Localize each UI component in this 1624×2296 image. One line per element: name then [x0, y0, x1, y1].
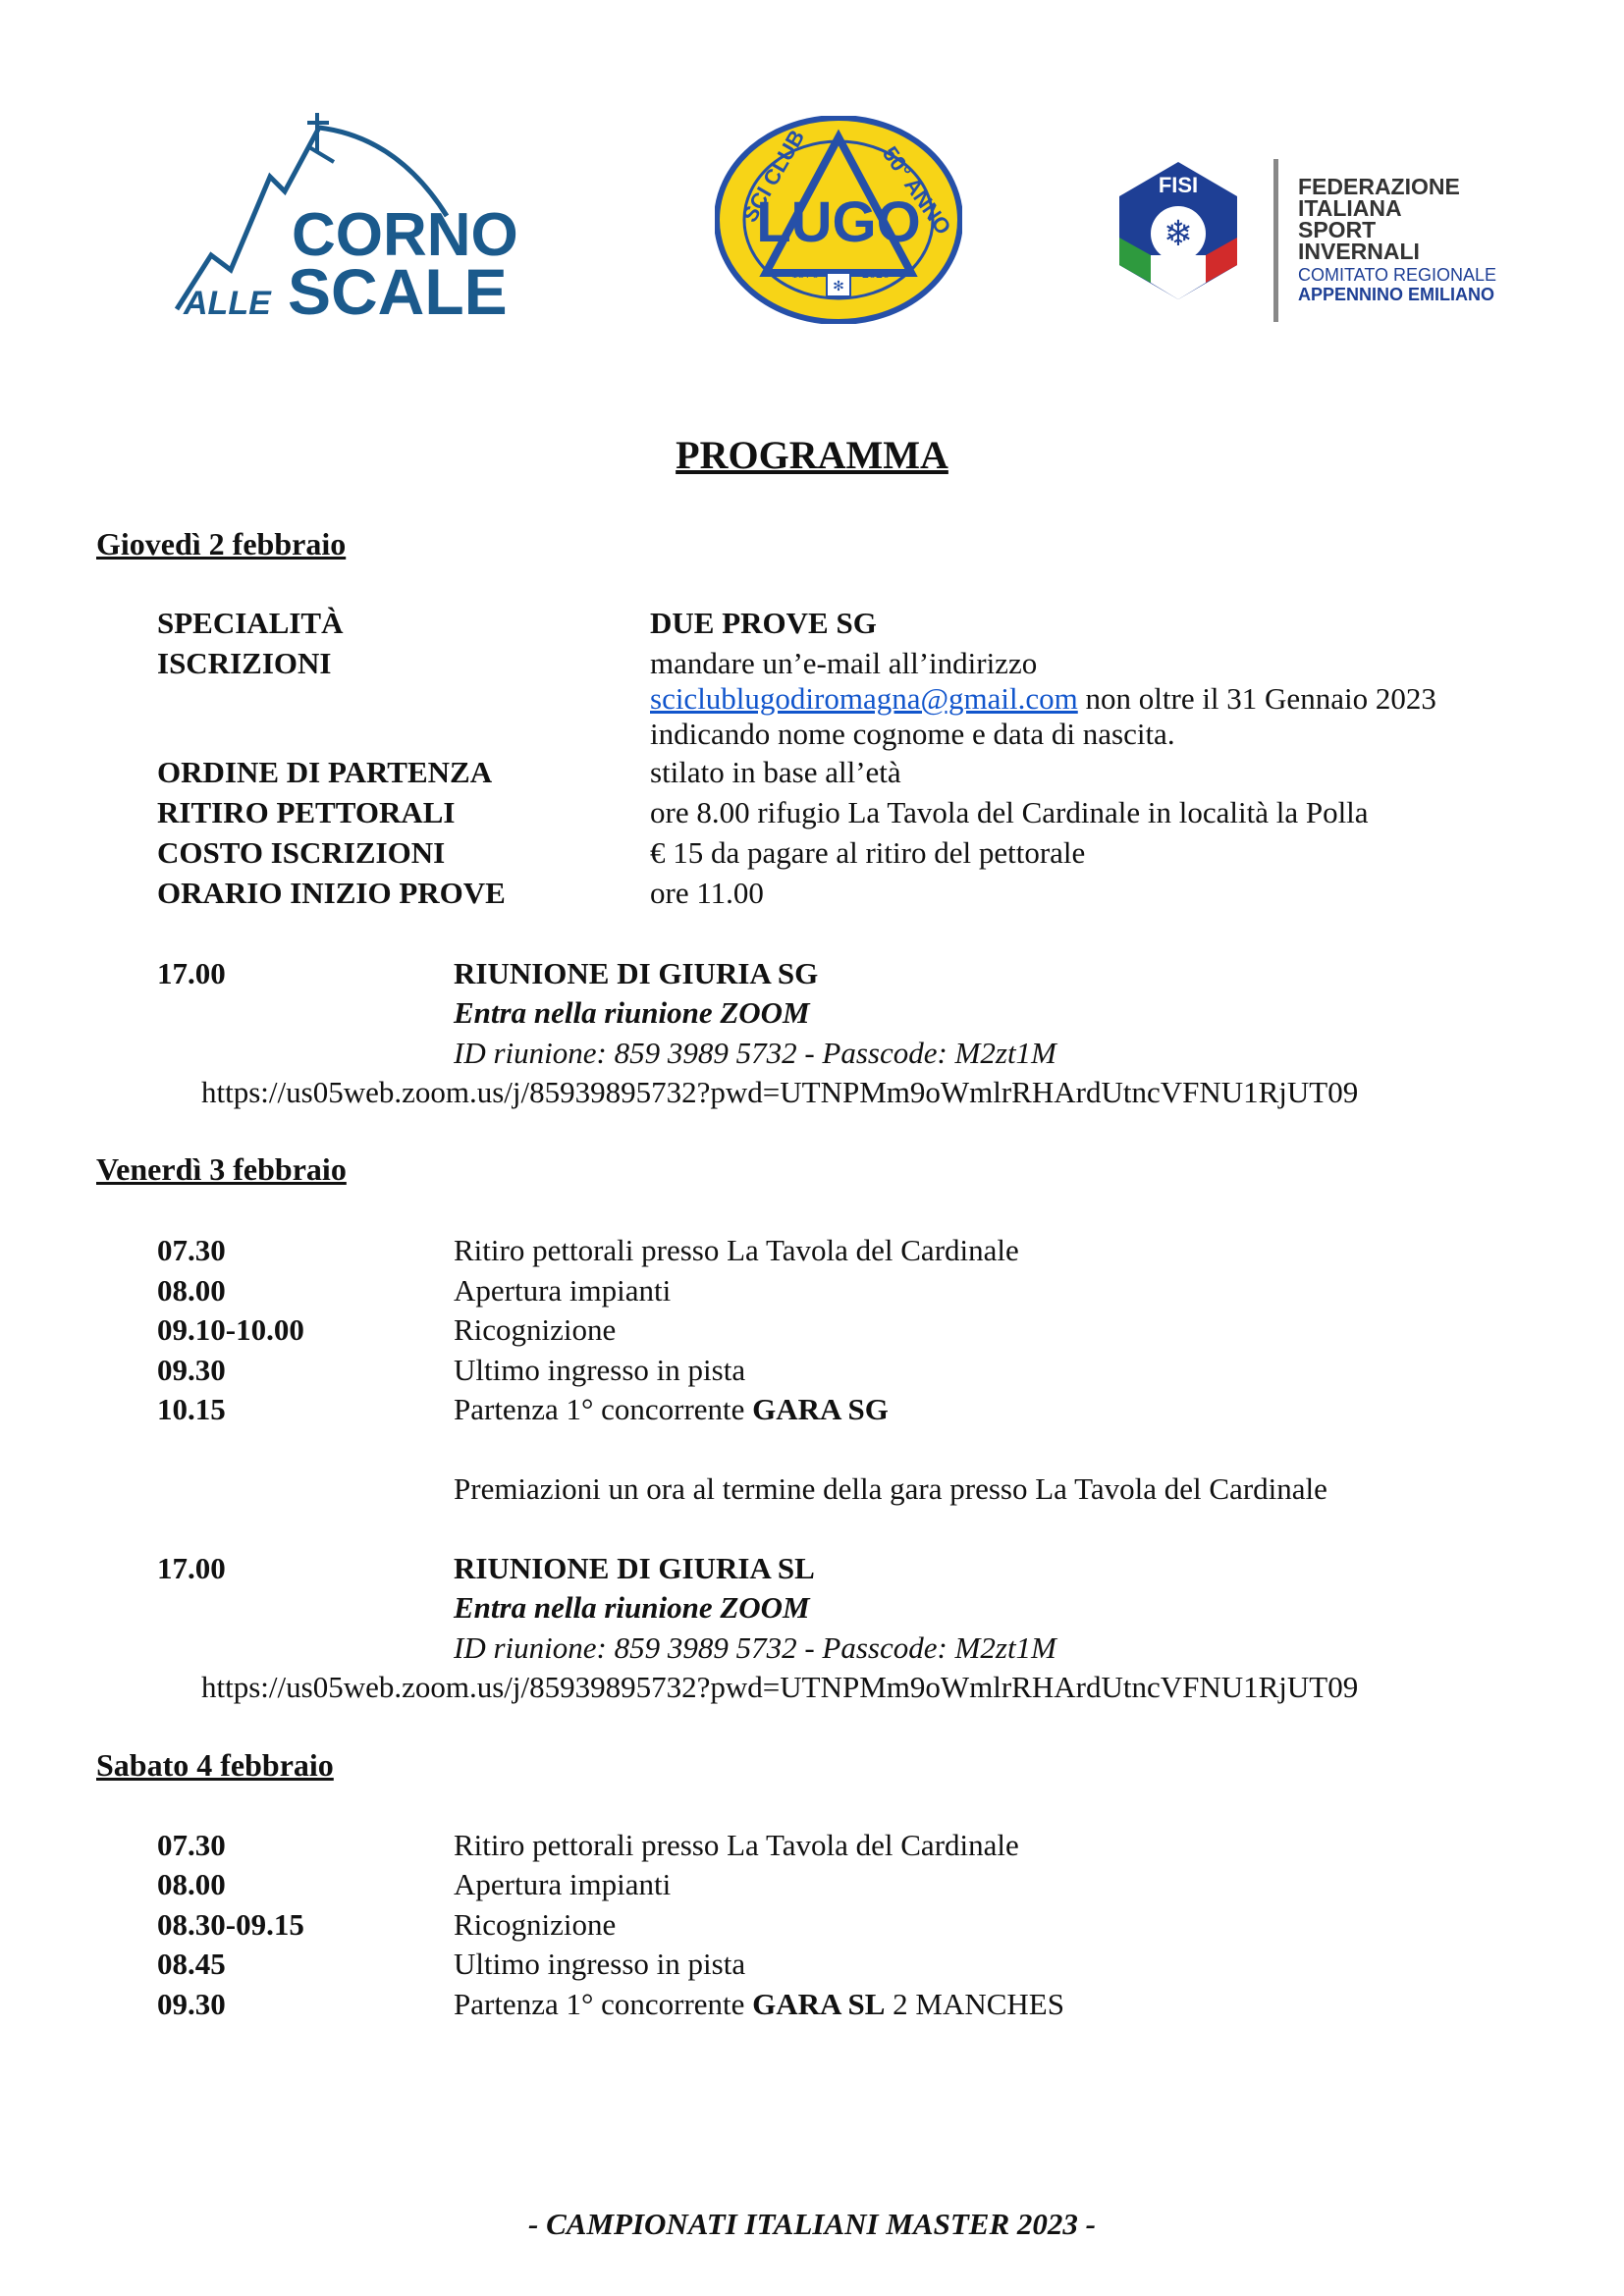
detail-label: ISCRIZIONI — [157, 646, 332, 680]
fisi-line-1: FEDERAZIONE — [1298, 174, 1460, 199]
schedule-time: 07.30 — [157, 1233, 226, 1267]
fisi-line-4: INVERNALI — [1298, 239, 1420, 264]
race-name: GARA SL — [752, 1987, 886, 2021]
schedule-time: 07.30 — [157, 1828, 226, 1862]
race-name: GARA SG — [752, 1392, 889, 1426]
schedule-text: Apertura impianti — [454, 1273, 672, 1308]
meeting-title: RIUNIONE DI GIURIA SG — [454, 956, 819, 990]
detail-label: ORDINE DI PARTENZA — [157, 755, 493, 789]
corno-text: CORNO — [292, 201, 518, 269]
svg-text:✻: ✻ — [833, 278, 844, 294]
schedule-text: Partenza 1° concorrente — [454, 1392, 753, 1426]
schedule-text: Ultimo ingresso in pista — [454, 1947, 746, 1981]
schedule-time: 08.45 — [157, 1947, 226, 1981]
schedule-text: Ricognizione — [454, 1907, 617, 1942]
iscrizioni-instructions: indicando nome cognome e data di nascita. — [650, 717, 1175, 751]
meeting-time: 17.00 — [157, 1551, 226, 1585]
detail-value: DUE PROVE SG — [650, 606, 877, 640]
anno-text: 50° ANNO — [877, 141, 956, 240]
zoom-meeting-id: ID riunione: 859 3989 5732 - Passcode: M2zt1M — [454, 1630, 1056, 1665]
detail-value: ore 8.00 rifugio La Tavola del Cardinale in località la Polla — [650, 795, 1369, 829]
detail-value: stilato in base all’età — [650, 755, 901, 789]
schedule-time: 08.30-09.15 — [157, 1907, 304, 1942]
meeting-time: 17.00 — [157, 956, 226, 990]
schedule-time: 08.00 — [157, 1273, 226, 1308]
fisi-badge-text: FISI — [1158, 173, 1199, 197]
schedule-time: 08.00 — [157, 1867, 226, 1901]
schedule-time: 09.30 — [157, 1987, 226, 2021]
corno-alle-scale-logo — [172, 108, 535, 319]
alle-text: ALLE — [184, 285, 271, 319]
zoom-meeting-id: ID riunione: 859 3989 5732 - Passcode: M2zt1M — [454, 1036, 1056, 1070]
schedule-text: Ritiro pettorali presso La Tavola del Cardinale — [454, 1233, 1019, 1267]
footer-title: - CAMPIONATI ITALIANI MASTER 2023 - — [528, 2207, 1096, 2241]
email-deadline: non oltre il 31 Gennaio 2023 — [1077, 681, 1436, 716]
scale-text: SCALE — [288, 255, 508, 319]
day-heading-giovedi: Giovedì 2 febbraio — [96, 526, 347, 561]
schedule-text: Ultimo ingresso in pista — [454, 1353, 746, 1387]
detail-value: ore 11.00 — [650, 876, 764, 910]
page-title: PROGRAMMA — [676, 433, 948, 477]
detail-label: COSTO ISCRIZIONI — [157, 835, 446, 870]
detail-value: mandare un’e-mail all’indirizzo — [650, 646, 1038, 680]
snowflake-icon: ❄ — [1163, 214, 1194, 254]
email-link[interactable]: sciclublugodiromagna@gmail.com — [650, 681, 1078, 716]
header-logos — [0, 0, 1624, 353]
fisi-line-3: SPORT — [1298, 217, 1377, 242]
detail-label: ORARIO INIZIO PROVE — [157, 876, 506, 910]
detail-label: SPECIALITÀ — [157, 606, 344, 640]
schedule-text: Apertura impianti — [454, 1867, 672, 1901]
sci-club-text: SCI CLUB — [736, 126, 810, 227]
schedule-text: Ritiro pettorali presso La Tavola del Cardinale — [454, 1828, 1019, 1862]
sci-club-lugo-logo — [715, 116, 962, 324]
awards-text: Premiazioni un ora al termine della gara presso La Tavola del Cardinale — [454, 1471, 1327, 1506]
zoom-join-label: Entra nella riunione ZOOM — [454, 1590, 810, 1625]
day-heading-venerdi: Venerdì 3 febbraio — [96, 1151, 347, 1187]
fisi-sub-1: COMITATO REGIONALE — [1298, 265, 1497, 285]
zoom-url[interactable]: https://us05web.zoom.us/j/85939895732?pwd=UTNPMm9oWmlrRHArdUtncVFNU1RjUT09 — [201, 1670, 1359, 1704]
schedule-text: Ricognizione — [454, 1312, 617, 1347]
schedule-time: 10.15 — [157, 1392, 226, 1426]
fisi-logo — [1111, 157, 1504, 324]
day-heading-sabato: Sabato 4 febbraio — [96, 1747, 334, 1783]
schedule-time: 09.30 — [157, 1353, 226, 1387]
lugo-text: LUGO — [756, 190, 921, 254]
fisi-line-2: ITALIANA — [1298, 195, 1402, 221]
year-start: 1970 — [791, 267, 819, 282]
schedule-time: 09.10-10.00 — [157, 1312, 304, 1347]
meeting-title: RIUNIONE DI GIURIA SL — [454, 1551, 815, 1585]
zoom-url[interactable]: https://us05web.zoom.us/j/85939895732?pwd=UTNPMm9oWmlrRHArdUtncVFNU1RjUT09 — [201, 1075, 1359, 1109]
zoom-join-label: Entra nella riunione ZOOM — [454, 995, 810, 1030]
fisi-sub-2: APPENNINO EMILIANO — [1298, 285, 1495, 304]
race-detail: 2 MANCHES — [885, 1987, 1064, 2021]
detail-label: RITIRO PETTORALI — [157, 795, 456, 829]
schedule-text: Partenza 1° concorrente — [454, 1987, 753, 2021]
year-end: 2020 — [862, 267, 890, 282]
detail-value: € 15 da pagare al ritiro del pettorale — [650, 835, 1086, 870]
